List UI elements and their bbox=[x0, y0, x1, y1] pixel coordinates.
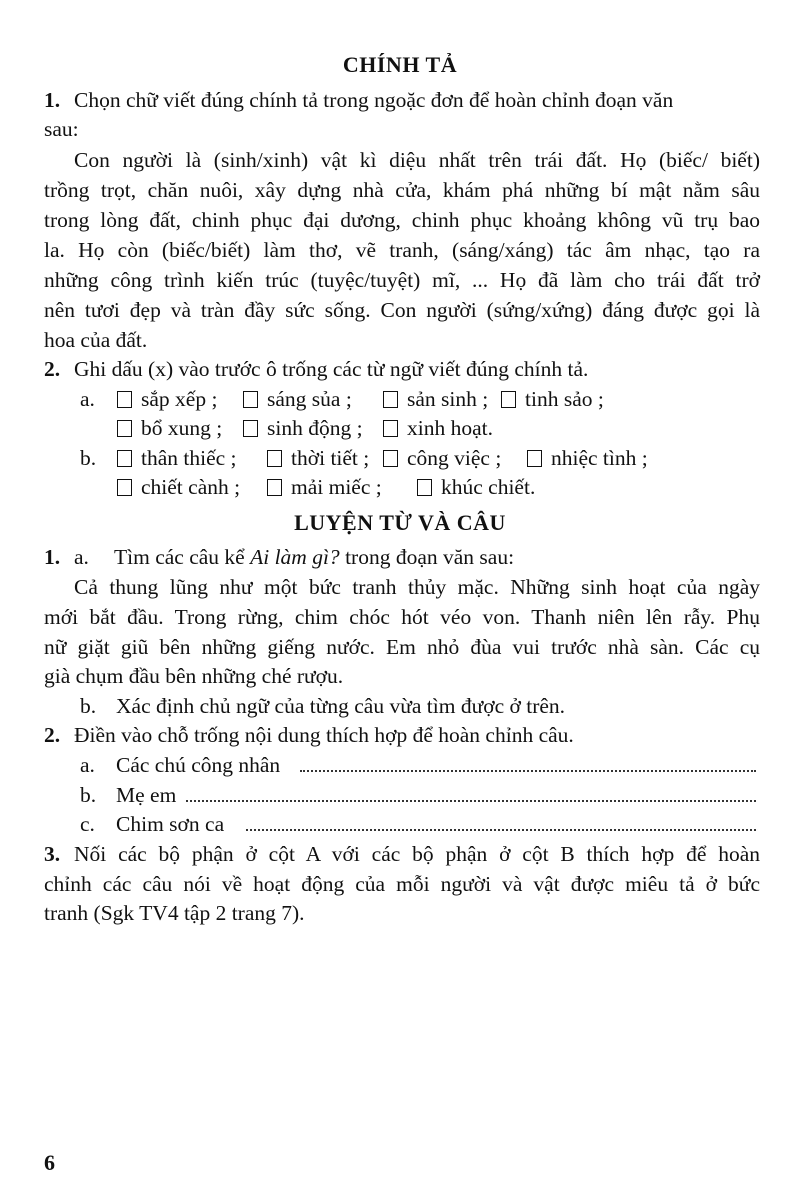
passage-line: những công trình kiến trúc (tuyệc/tuyệt) mĩ, ... Họ đã làm cho trái đất trở bbox=[44, 268, 760, 292]
option-text: chiết cành ; bbox=[141, 475, 241, 499]
option-text: thân thiếc ; bbox=[141, 446, 237, 470]
prompt-text: Chọn chữ viết đúng chính tả trong ngoặc đơn để hoàn chỉnh đoạn văn bbox=[74, 88, 674, 112]
sub-label: a. bbox=[80, 753, 95, 777]
fill-item-a bbox=[80, 751, 280, 779]
checkbox[interactable] bbox=[527, 450, 542, 467]
checkbox[interactable] bbox=[417, 479, 432, 496]
fill-blank-a[interactable] bbox=[300, 770, 756, 772]
option-text: nhiệc tình ; bbox=[551, 446, 648, 470]
section-title-chinh-ta: CHÍNH TẢ bbox=[342, 52, 458, 77]
option-row-a1 bbox=[117, 385, 604, 413]
s2-question-3-line3: tranh (Sgk TV4 tập 2 trang 7). bbox=[44, 901, 305, 925]
checkbox[interactable] bbox=[501, 391, 516, 408]
prompt-text: Ghi dấu (x) vào trước ô trống các từ ngữ viết đúng chính tả. bbox=[74, 357, 589, 381]
s2-question-1-a bbox=[44, 543, 514, 571]
passage-line: nữ giặt giũ bên những giếng nước. Em nhỏ đùa vui trước nhà sàn. Các cụ bbox=[44, 635, 760, 659]
label-a: a. bbox=[80, 387, 95, 411]
fill-blank-c[interactable] bbox=[246, 829, 756, 831]
page-number: 6 bbox=[44, 1150, 55, 1175]
fill-blank-b[interactable] bbox=[186, 800, 756, 802]
prompt-text: Nối các bộ phận ở cột A với các bộ phận ở cột B thích hợp để hoàn bbox=[74, 842, 760, 866]
passage-line: la. Họ còn (biếc/biết) làm thơ, vẽ tranh, (sáng/xáng) tác âm nhạc, tạo ra bbox=[44, 238, 760, 262]
label-b: b. bbox=[80, 446, 97, 470]
question-number: 2. bbox=[44, 357, 61, 381]
option-text: bổ xung ; bbox=[141, 416, 223, 440]
checkbox[interactable] bbox=[117, 391, 132, 408]
option-text: công việc ; bbox=[407, 446, 502, 470]
checkbox[interactable] bbox=[243, 420, 258, 437]
s2-question-3-line1 bbox=[44, 840, 760, 868]
checkbox[interactable] bbox=[383, 391, 398, 408]
sub-label: b. bbox=[80, 783, 97, 807]
question-1-prompt-cont: sau: bbox=[44, 117, 79, 141]
passage-line: Cả thung lũng như một bức tranh thủy mặc. Những sinh hoạt của ngày bbox=[74, 575, 760, 599]
option-text: sản sinh ; bbox=[407, 387, 489, 411]
question-number: 2. bbox=[44, 723, 61, 747]
fill-item-text: Mẹ em bbox=[116, 783, 177, 807]
option-text: sắp xếp ; bbox=[141, 387, 218, 411]
question-1-prompt bbox=[44, 86, 760, 114]
question-number: 1. bbox=[44, 545, 61, 569]
option-text: sáng sủa ; bbox=[267, 387, 352, 411]
passage-line: hoa của đất. bbox=[44, 328, 148, 352]
option-row-b2 bbox=[117, 473, 535, 501]
checkbox[interactable] bbox=[117, 420, 132, 437]
section-title-luyen-tu-va-cau: LUYỆN TỪ VÀ CÂU bbox=[294, 510, 506, 535]
fill-item-text: Các chú công nhân bbox=[116, 753, 281, 777]
s2-question-1-b bbox=[80, 692, 565, 720]
option-text: xinh hoạt. bbox=[407, 416, 493, 440]
question-2-prompt bbox=[44, 355, 588, 383]
option-text: thời tiết ; bbox=[291, 446, 370, 470]
fill-item-c bbox=[80, 810, 224, 838]
fill-item-b bbox=[80, 781, 176, 809]
checkbox[interactable] bbox=[383, 450, 398, 467]
prompt-text: Tìm các câu kể bbox=[114, 545, 245, 569]
prompt-text: Điền vào chỗ trống nội dung thích hợp để hoàn chỉnh câu. bbox=[74, 723, 574, 747]
passage-line: mới bắt đầu. Trong rừng, chim chóc hót véo von. Thanh niên lên rẫy. Phụ bbox=[44, 605, 760, 629]
passage-line: trồng trọt, chăn nuôi, xây dựng nhà cửa, khám phá những bí mật nằm sâu bbox=[44, 178, 760, 202]
sub-label: a. bbox=[74, 545, 89, 569]
sub-label: c. bbox=[80, 812, 95, 836]
passage-line: trong lòng đất, chinh phục đại dương, chinh phục khoảng không vũ trụ bao bbox=[44, 208, 760, 232]
option-row-b1 bbox=[117, 444, 648, 472]
checkbox[interactable] bbox=[267, 450, 282, 467]
option-row-a2 bbox=[117, 414, 493, 442]
checkbox[interactable] bbox=[117, 479, 132, 496]
prompt-italic: Ai làm gì? bbox=[250, 545, 340, 569]
passage-line: nên tươi đẹp và tràn đầy sức sống. Con người (sứng/xứng) đáng được gọi là bbox=[44, 298, 760, 322]
passage-line: già chụm đầu bên những ché rượu. bbox=[44, 664, 344, 688]
prompt-text: trong đoạn văn sau: bbox=[345, 545, 515, 569]
prompt-text: Xác định chủ ngữ của từng câu vừa tìm được ở trên. bbox=[116, 694, 566, 718]
s2-question-2-prompt bbox=[44, 721, 574, 749]
checkbox[interactable] bbox=[117, 450, 132, 467]
option-text: mải miếc ; bbox=[291, 475, 382, 499]
s2-question-3-line2: chỉnh các câu nói về hoạt động của mỗi người và vật được miêu tả ở bức bbox=[44, 872, 760, 896]
option-text: tinh sảo ; bbox=[525, 387, 604, 411]
question-number: 1. bbox=[44, 88, 61, 112]
checkbox[interactable] bbox=[243, 391, 258, 408]
checkbox[interactable] bbox=[267, 479, 282, 496]
passage-line: Con người là (sinh/xinh) vật kì diệu nhất trên trái đất. Họ (biếc/ biết) bbox=[74, 148, 760, 172]
question-number: 3. bbox=[44, 842, 61, 866]
option-text: khúc chiết. bbox=[441, 475, 536, 499]
fill-item-text: Chim sơn ca bbox=[116, 812, 225, 836]
sub-label: b. bbox=[80, 694, 97, 718]
option-text: sinh động ; bbox=[267, 416, 363, 440]
checkbox[interactable] bbox=[383, 420, 398, 437]
